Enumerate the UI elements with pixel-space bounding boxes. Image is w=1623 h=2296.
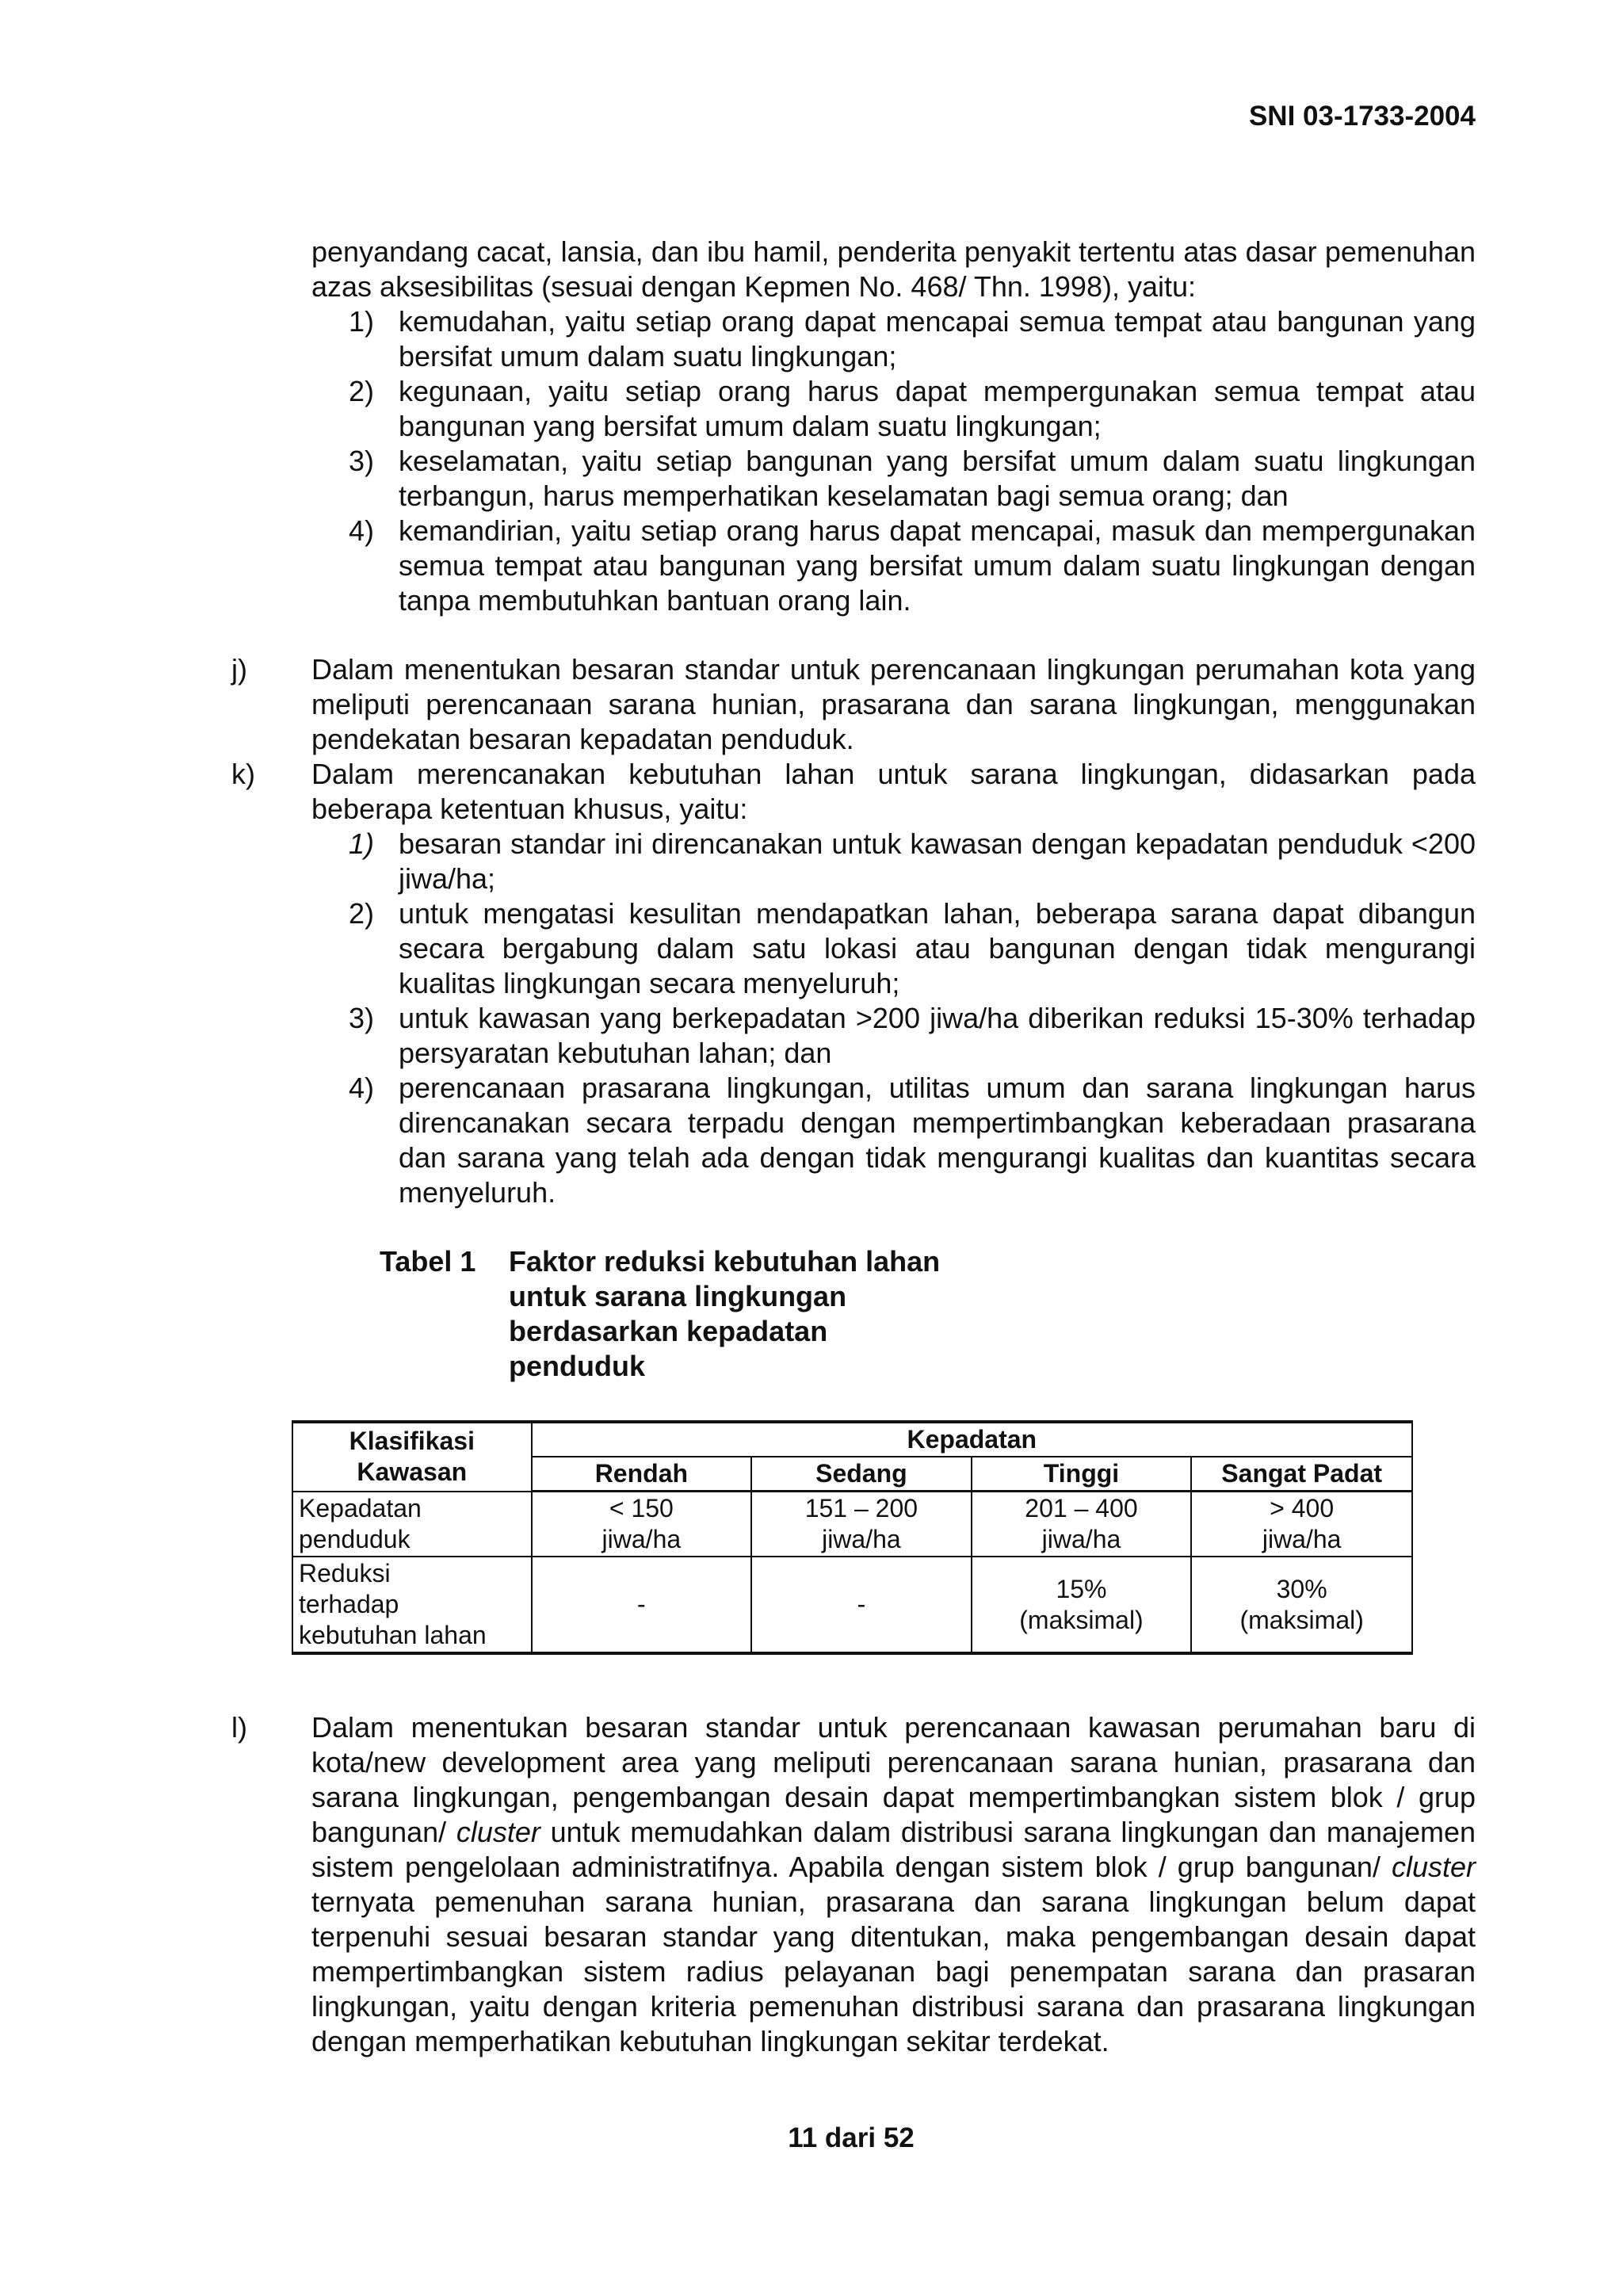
- cell-line: 15%: [1056, 1574, 1107, 1603]
- item-text-segment: ternyata pemenuhan sarana hunian, prasarana dan sarana lingkungan belum dapat terpenuhi sesuai besaran standar yang ditentukan, maka pengembangan desain dapat mempertimbangkan sistem radius pelayanan bagi penempatan sarana dan prasaran lingkungan, yaitu dengan kriteria pemenuhan distribusi sarana dan prasarana lingkungan dengan memperhatikan kebutuhan lingkungan sekitar terdekat.: [311, 1885, 1476, 2057]
- table-cell: [1191, 1557, 1412, 1653]
- header-sangat-padat: Sangat Padat: [1191, 1457, 1412, 1492]
- row-label-line: terhadap: [299, 1590, 399, 1618]
- table-caption-title: Faktor reduksi kebutuhan lahan untuk sarana lingkungan berdasarkan kepadatan penduduk: [509, 1245, 941, 1382]
- list-item-text: kegunaan, yaitu setiap orang harus dapat mempergunakan semua tempat atau bangunan yang bersifat umum dalam suatu lingkungan;: [399, 375, 1476, 442]
- list-item-text: perencanaan prasarana lingkungan, utilitas umum dan sarana lingkungan harus direncanakan secara terpadu dengan mempertimbangkan keberadaan prasarana dan sarana yang telah ada dengan tidak mengurangi kualitas dan kuantitas secara menyeluruh.: [399, 1072, 1476, 1209]
- list-item: [311, 1001, 1476, 1071]
- table-caption: [231, 1244, 1476, 1384]
- table-header-row: [292, 1422, 1412, 1457]
- table-row: [292, 1492, 1412, 1557]
- list-item: [311, 304, 1476, 374]
- header-density-group: Kepadatan: [532, 1422, 1412, 1457]
- cell-line: jiwa/ha: [601, 1525, 682, 1553]
- page-content: [231, 235, 1476, 2059]
- cell-line: 30%: [1276, 1574, 1327, 1603]
- item-j: [231, 652, 1476, 757]
- item-text-emphasis: cluster: [456, 1816, 540, 1848]
- row-label-line: penduduk: [299, 1524, 411, 1553]
- list-item-number: 3): [349, 1002, 375, 1034]
- row-label-line: Reduksi: [299, 1559, 391, 1587]
- list-item-text: kemandirian, yaitu setiap orang harus dapat mencapai, masuk dan mempergunakan semua tempat atau bangunan yang bersifat umum dalam suatu lingkungan dengan tanpa membutuhkan bantuan orang lain.: [399, 514, 1476, 617]
- reduction-table: [292, 1420, 1413, 1655]
- item-label: l): [231, 1711, 247, 1744]
- list-item-number: 2): [349, 897, 375, 930]
- item-text: [311, 1710, 1476, 2059]
- table-cell: [751, 1557, 972, 1653]
- cell-line: jiwa/ha: [822, 1525, 901, 1553]
- item-k: [231, 757, 1476, 827]
- item-l: [231, 1710, 1476, 2059]
- cell-line: < 150: [609, 1494, 674, 1522]
- row-label-line: kebutuhan lahan: [299, 1621, 487, 1649]
- item-text: Dalam menentukan besaran standar untuk perencanaan lingkungan perumahan kota yang meliputi perencanaan sarana hunian, prasarana dan sarana lingkungan, menggunakan pendekatan besaran kepadatan penduduk.: [311, 653, 1476, 755]
- list-item: [311, 896, 1476, 1001]
- cell-line: > 400: [1270, 1494, 1335, 1522]
- list-item-number: 4): [349, 514, 375, 547]
- table-cell: [751, 1492, 972, 1557]
- list-item: [311, 514, 1476, 618]
- list-item-number: 3): [349, 445, 375, 477]
- list-item: [311, 374, 1476, 444]
- header-classification-line: Kawasan: [357, 1457, 468, 1487]
- row-label: [292, 1492, 532, 1557]
- row-label-line: Kepadatan: [299, 1493, 422, 1522]
- item-text-emphasis: cluster: [1391, 1851, 1476, 1883]
- header-classification-line: Klasifikasi: [349, 1427, 475, 1456]
- item-k-list: [231, 827, 1476, 1210]
- item-text-segment: untuk memudahkan dalam distribusi sarana lingkungan dan manajemen sistem pengelolaan administratifnya. Apabila dengan sistem blok / grup bangunan/: [311, 1816, 1476, 1883]
- list-item-number: 4): [349, 1072, 375, 1104]
- item-text: Dalam merencanakan kebutuhan lahan untuk sarana lingkungan, didasarkan pada beberapa ketentuan khusus, yaitu:: [311, 758, 1476, 825]
- list-item-text: besaran standar ini direncanakan untuk kawasan dengan kepadatan penduduk <200 jiwa/ha;: [399, 827, 1476, 895]
- table-cell: [532, 1557, 752, 1653]
- cell-line: -: [857, 1590, 866, 1618]
- table-cell: [532, 1492, 752, 1557]
- cell-line: (maksimal): [1019, 1605, 1144, 1634]
- list-item-text: untuk mengatasi kesulitan mendapatkan lahan, beberapa sarana dapat dibangun secara bergabung dalam satu lokasi atau bangunan dengan tidak mengurangi kualitas lingkungan secara menyeluruh;: [399, 897, 1476, 999]
- cell-line: jiwa/ha: [1041, 1525, 1121, 1553]
- list-item: [311, 827, 1476, 896]
- table-row: [292, 1557, 1412, 1653]
- table-cell: [972, 1492, 1192, 1557]
- header-classification: [292, 1422, 532, 1492]
- cell-line: 201 – 400: [1025, 1494, 1138, 1522]
- intro-list: [231, 304, 1476, 618]
- list-item-text: keselamatan, yaitu setiap bangunan yang bersifat umum dalam suatu lingkungan terbangun, harus memperhatikan keselamatan bagi semua orang; dan: [399, 445, 1476, 512]
- document-id: SNI 03-1733-2004: [1248, 101, 1476, 132]
- list-item-text: kemudahan, yaitu setiap orang dapat mencapai semua tempat atau bangunan yang bersifat umum dalam suatu lingkungan;: [399, 305, 1476, 372]
- cell-line: 151 – 200: [804, 1494, 918, 1522]
- list-item-number: 1): [349, 305, 375, 338]
- list-item: [311, 444, 1476, 514]
- page-number: 11 dari 52: [788, 2122, 915, 2153]
- list-item-text: untuk kawasan yang berkepadatan >200 jiwa/ha diberikan reduksi 15-30% terhadap persyaratan kebutuhan lahan; dan: [399, 1002, 1476, 1069]
- item-label: j): [231, 653, 247, 686]
- list-item-number: 2): [349, 375, 375, 407]
- row-label: [292, 1557, 532, 1653]
- cell-line: jiwa/ha: [1262, 1525, 1342, 1553]
- intro-paragraph: penyandang cacat, lansia, dan ibu hamil, penderita penyakit tertentu atas dasar pemenuhan azas aksesibilitas (sesuai dengan Kepmen No. 468/ Thn. 1998), yaitu:: [311, 235, 1476, 303]
- table-caption-label: Tabel 1: [380, 1245, 476, 1278]
- table-cell: [972, 1557, 1192, 1653]
- item-label: k): [231, 758, 255, 790]
- cell-line: -: [637, 1590, 646, 1618]
- header-tinggi: Tinggi: [972, 1457, 1192, 1492]
- header-sedang: Sedang: [751, 1457, 972, 1492]
- cell-line: (maksimal): [1239, 1605, 1364, 1634]
- item-text-segment: Dalam menentukan besaran standar untuk perencanaan kawasan perumahan baru di kota/new development area yang meliputi perencanaan sarana hunian, prasarana dan sarana lingkungan, pengembangan desain dapat mempertimbangkan sistem blok / grup bangunan/: [311, 1711, 1476, 1848]
- header-rendah: Rendah: [532, 1457, 752, 1492]
- table-cell: [1191, 1492, 1412, 1557]
- list-item-number: 1): [349, 827, 375, 860]
- list-item: [311, 1071, 1476, 1210]
